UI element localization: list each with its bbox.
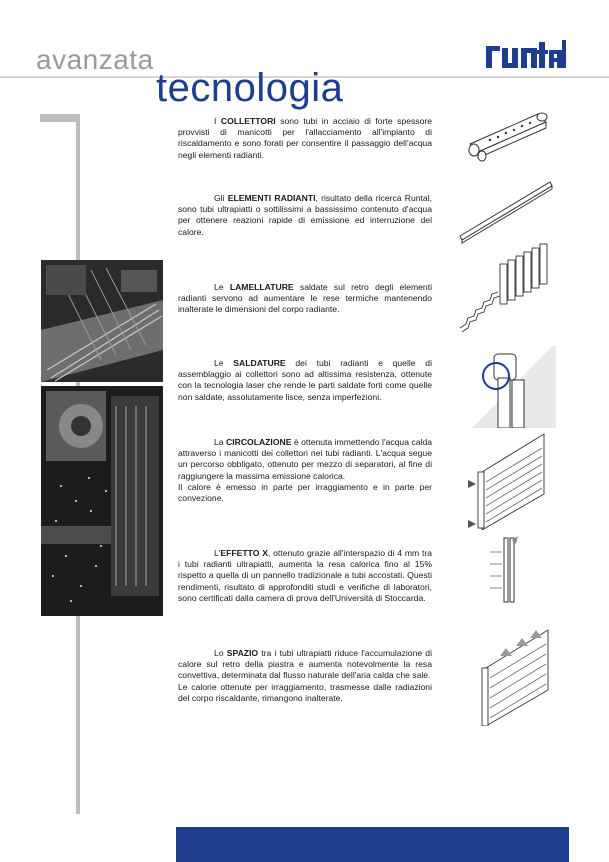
- x-effect-icon: [486, 534, 526, 606]
- side-rule-cap: [40, 114, 80, 122]
- collector-pipe-icon: [462, 104, 554, 166]
- section-spazio: Lo SPAZIO tra i tubi ultrapiatti riduce l'accumulazione di calore sul retro della piastra e aumenta notevolmente la resa convettiva, determinata dal flusso naturale dell'aria calda che sale. Le calorie ottenute per irraggiamento, trasmesse dalle radiazioni del corpo riscaldante, rimangono inalterate.: [178, 648, 432, 703]
- keyword: EFFETTO X: [220, 548, 268, 558]
- section-circolazione: La CIRCOLAZIONE è ottenuta immettendo l'acqua calda attraverso i manicotti dei collettori nei tubi radianti. L'acqua segue un percorso obbligato, ottenuto per mezzo di separatori, al fine di raggiungere la massima emissione calorica. Il calore è emesso in parte per irraggiamento e in parte per convezione.: [178, 437, 433, 504]
- keyword: LAMELLATURE: [229, 282, 294, 292]
- runtal-logo: [486, 38, 566, 70]
- keyword: CIRCOLAZIONE: [226, 437, 292, 447]
- keyword: ELEMENTI RADIANTI: [227, 193, 316, 203]
- keyword: SPAZIO: [226, 648, 259, 658]
- factory-photo-conveyor: [41, 260, 163, 382]
- circulation-icon: [460, 430, 554, 530]
- factory-photo-welding: [41, 386, 163, 616]
- keyword: COLLETTORI: [220, 116, 276, 126]
- section-elementi-radianti: Gli ELEMENTI RADIANTI, risultato della ricerca Runtal, sono tubi ultrapiatti o sottilissimi a bassissimo contenuto d'acqua per ottenere reazioni rapide di emissione ed interruzione del calore.: [178, 193, 433, 237]
- section-saldature: Le SALDATURE dei tubi radianti e quelle di assemblaggio ai collettori sono ad altissima resistenza, ottenute con la tecnologia laser che rende le parti saldate forti come quelle non saldate, assolutamente lisce, senza imperfezioni.: [178, 358, 432, 402]
- section-collettori: I COLLETTORI sono tubi in acciaio di forte spessore provvisti di manicotti per l'allacciamento all'impianto di riscaldamento e sono forati per consentire il passaggio dell'acqua negli elementi radianti.: [178, 116, 432, 160]
- section-lamellature: Le LAMELLATURE saldate sul retro degli elementi radianti servono ad aumentare le rese termiche mantenendo inalterate le dimensioni del corpo radiante.: [178, 282, 432, 315]
- footer-bar: [176, 827, 569, 862]
- title-prefix: avanzata: [36, 44, 154, 75]
- flat-tube-icon: [458, 178, 556, 244]
- page-title: tecnologia: [156, 66, 344, 110]
- fins-icon: [456, 240, 556, 334]
- section-effetto-x: L'EFFETTO X, ottenuto grazie all'interspazio di 4 mm tra i tubi radianti ultrapiatti, aumenta la resa calorica fino al 15% rispetto a quella di un pannello tradizionale a tubi accostati. Questi rendimenti, risultato di approfonditi studi e verifiche di laboratori, sono certificati dalla camera di prova dell'Università di Stoccarda.: [178, 548, 432, 603]
- keyword: SALDATURE: [233, 358, 286, 368]
- weld-detail-icon: [472, 346, 556, 428]
- space-icon: [464, 622, 556, 726]
